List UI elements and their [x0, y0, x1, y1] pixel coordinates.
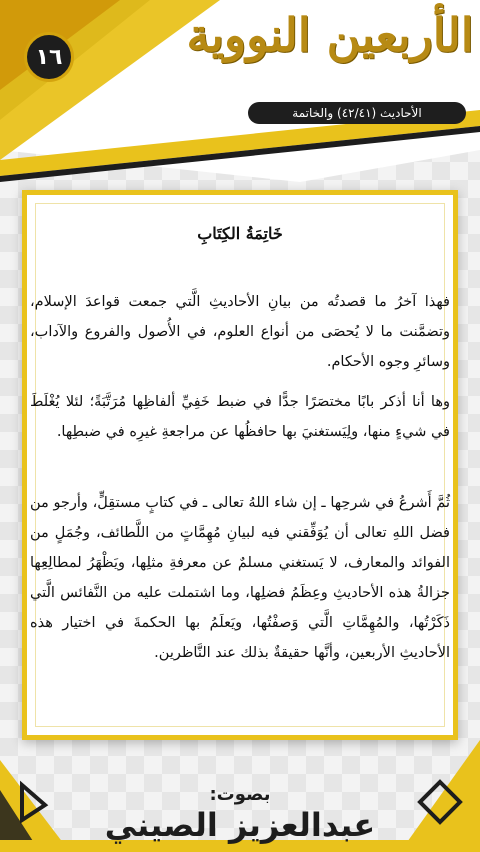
- main-title: الأربعين النووية: [186, 8, 474, 62]
- page-number-badge: ١٦: [24, 32, 74, 82]
- voice-label: بصوت:: [209, 784, 271, 805]
- paragraph-2: وها أنا أذكر بابًا مختصَرًا جدًّا في ضبط خَفِيِّ ألفاظِها مُرَتَّبَةً؛ لئلا يُغْلَطَ في شيءٍ منها، ولِيَستغنيَ بها حافظُها عن مراجعةِ غيرِه في ضبطِها.: [30, 394, 450, 440]
- subtitle-pill: الأحاديث (٤٢/٤١) والخاتمة: [248, 102, 466, 124]
- section-title: خَاتِمَةُ الكِتَابِ: [197, 224, 283, 243]
- reader-name: عبدالعزيز الصيني: [104, 806, 376, 844]
- paragraph-3: ثُمَّ أَشرعُ في شرحِها ـ إن شاء اللهُ تعالى ـ في كتابٍ مستقِلٍّ، وأرجو من فضل اللهِ تعالى أن يُوَفِّقني فيه لبيانِ مُهِمَّاتٍ من اللَّطائف، وجُمَلٍ من الفوائد والمعارف، لا يَستغني مسلمٌ عن معرفةِ مثلِها، ويَظْهَرُ لمطالِعِها جزالةُ هذه الأحاديثِ وعِظَمُ فضلِها، وما اشتملت عليه من النَّفائس الَّتي ذَكَرْتُها، والمُهِمَّاتِ الَّتي وَصفْتُها، ويَعلَمُ بها الحكمةَ في اختيار هذه الأحاديثِ الأربعين، وأنَّها حقيقةٌ بذلك عند النَّاظرين.: [30, 495, 450, 661]
- paragraph-1: فهذا آخرُ ما قصدتُه من بيانِ الأحاديثِ الَّتي جمعت قواعدَ الإسلام، وتضمَّنت ما لا يُحصَى من أنواع العلوم، في الأُصول والفروع والآداب، وسائرِ وجوه الأحكام.: [30, 294, 450, 370]
